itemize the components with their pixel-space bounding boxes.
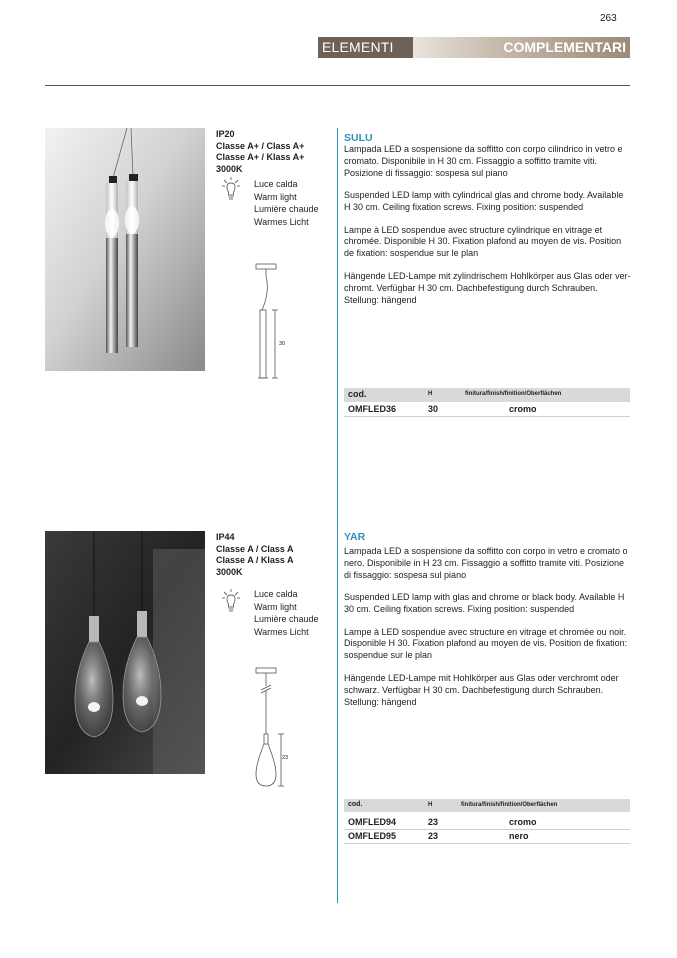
description-de: Hängende LED-Lampe mit Hohlkörper aus Glas oder verchromt oder schwarz. Verfügbar H 30 cm. Dachbefestigung durch Schrauben. Stellung: hängend bbox=[344, 672, 619, 707]
bulb-icon bbox=[221, 177, 241, 208]
product-photo-sulu bbox=[45, 128, 205, 376]
energy-class: Classe A+ / Class A+ bbox=[216, 140, 305, 151]
warm-light-en: Warm light bbox=[254, 191, 297, 202]
cell-code: OMFLED94 bbox=[348, 817, 397, 827]
description-yar bbox=[344, 546, 632, 719]
table-row bbox=[344, 830, 630, 844]
color-temperature: 3000K bbox=[216, 163, 243, 174]
product-table-yar bbox=[344, 799, 630, 844]
description-de: Hängende LED-Lampe mit zylindrischem Hohlkörper aus Glas oder ver-chromt. Verfügbar H 30 cm. Dachbefestigung durch Schrauben. Stellung: hängend bbox=[344, 270, 631, 305]
cell-height: 23 bbox=[428, 817, 439, 827]
description-it: Lampada LED a sospensione da soffitto con corpo cilindrico in vetro e cromato. Disponibile in H 30 cm. Fissaggio a soffitto tramite viti. Posizione di fissaggio: sospesa sul piano bbox=[344, 144, 623, 178]
section-label-left: ELEMENTI bbox=[318, 37, 413, 58]
cell-height: 30 bbox=[428, 404, 439, 414]
page-number: 263 bbox=[600, 13, 617, 24]
sulu-photo-image bbox=[45, 128, 205, 371]
cell-height: 23 bbox=[428, 831, 439, 841]
energy-class: Classe A / Klass A bbox=[216, 555, 294, 565]
warm-light-de: Warmes Licht bbox=[254, 626, 309, 637]
energy-class: Classe A / Class A bbox=[216, 543, 294, 554]
table-header bbox=[344, 388, 630, 402]
description-fr: Lampe à LED sospendue avec structure cylindrique en vitrage et chromée. Disponible H 30. Fixation plafond au moyen de vis. Position de fixation: sospendue sur le plan bbox=[344, 224, 622, 259]
cell-code: OMFLED95 bbox=[348, 831, 397, 841]
product-table-sulu bbox=[344, 388, 630, 417]
description-sulu bbox=[344, 144, 632, 317]
ip-rating: IP20 bbox=[216, 129, 235, 139]
product-photo-yar bbox=[45, 531, 205, 779]
spec-block-sulu bbox=[216, 129, 304, 175]
description-it: Lampada LED a sospensione da soffitto con corpo in vetro e cromato o nero. Disponibile in H 23 cm. Fissaggio a soffitto tramite viti. Posizione di fissaggio: sospesa sul piano bbox=[344, 546, 628, 580]
ip-rating: IP44 bbox=[216, 532, 235, 542]
dimension-label: 30 bbox=[279, 341, 286, 347]
warm-light-fr: Lumière chaude bbox=[254, 614, 319, 624]
energy-class: Classe A+ / Klass A+ bbox=[216, 152, 305, 162]
product-title-sulu: SULU bbox=[344, 132, 373, 144]
warm-light-labels bbox=[254, 588, 319, 638]
bulb-icon bbox=[221, 589, 241, 620]
spec-block-yar bbox=[216, 532, 294, 578]
header-finish: finitura/finish/finition/Oberflächen bbox=[461, 802, 558, 808]
cell-finish: nero bbox=[509, 831, 529, 841]
warm-light-labels bbox=[254, 178, 319, 228]
yar-photo-image bbox=[45, 531, 205, 774]
column-divider bbox=[337, 128, 338, 903]
header-code: cod. bbox=[348, 801, 363, 808]
cell-finish: cromo bbox=[509, 817, 537, 827]
cell-code: OMFLED36 bbox=[348, 404, 397, 414]
header-height: H bbox=[428, 391, 433, 397]
header-divider bbox=[45, 85, 630, 86]
warm-light-it: Luce calda bbox=[254, 589, 298, 599]
technical-drawing-yar bbox=[248, 666, 298, 797]
warm-light-it: Luce calda bbox=[254, 179, 298, 189]
warm-light-fr: Lumière chaude bbox=[254, 204, 319, 214]
description-fr: Lampe à LED sospendue avec structure en vitrage et chromée ou noir. Disponible H 30. Fixation plafond au moyen de vis. Position de fixation: sospendue sur le plan bbox=[344, 626, 628, 661]
table-row bbox=[344, 402, 630, 417]
section-banner bbox=[318, 37, 630, 58]
dimension-label: 23 bbox=[282, 755, 289, 761]
header-code: cod. bbox=[348, 389, 367, 399]
description-en: Suspended LED lamp with cylindrical glas and chrome body. Available H 30 cm. Ceiling fixation screws. Fixing position: suspended bbox=[344, 190, 624, 213]
cell-finish: cromo bbox=[509, 404, 537, 414]
description-en: Suspended LED lamp with glas and chrome or black body. Available H 30 cm. Ceiling fixation screws. Fixing position: suspended bbox=[344, 592, 625, 615]
header-height: H bbox=[428, 802, 433, 808]
table-row bbox=[344, 816, 630, 830]
warm-light-en: Warm light bbox=[254, 601, 297, 612]
color-temperature: 3000K bbox=[216, 566, 243, 577]
warm-light-de: Warmes Licht bbox=[254, 216, 309, 227]
product-title-yar: YAR bbox=[344, 531, 366, 543]
table-header bbox=[344, 799, 630, 812]
header-finish: finitura/finish/finition/Oberflächen bbox=[465, 391, 562, 397]
technical-drawing-sulu bbox=[248, 262, 298, 389]
section-label-right: COMPLEMENTARI bbox=[413, 37, 630, 58]
